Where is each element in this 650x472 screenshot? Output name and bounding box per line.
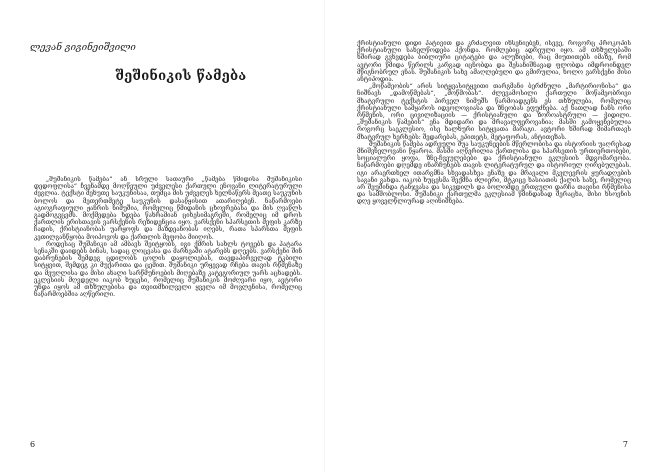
page-number-left: 6 xyxy=(30,440,36,449)
paragraph: ქრისტიანული დიდი პატივით და კრძალვით იხსენიებენ, ისევე, როგორც პროკოპის ქრისტიანული სახელწოდება ჰქონდა. რომლებიც ადრეული იყო. ამ თხზულებაში ხშირად გვხვდება ბიბლიური ციტატები და ალუზიები, რაც მიუთითებს იმაზე, რომ ავტორი წმიდა წერილს კარგად იცნობდა და შესანიშნავად ფლობდა იმდროინდელ მწიგნობრულ ენას. შუშანიკის სახე ამაღლებული და გმირულია, ხოლო ვარსქენი მისი ანტიპოდია. xyxy=(357,40,631,84)
paragraph: „შუშანიკის წამება“ ან სრული სათაური „წამება წმიდისა შუშანიკისი დედოფლისა“ ჩვენამდე მოღწეული უძველესი ქართული ენოვანი ლიტერატურული ძეგლია. ტექსტი მეხუთე საუკუნისაა, თუმცა მის უძველეს ხელნაწერს მეათე საუკუნის ბოლოს და მეთერთმეტე საუკუნის დასაწყისით ათარიღებენ. ნაწარმოები აგიოგრაფიული ჟანრის ნიმუშია, რომელიც წმიდანის ცხოვრებასა და მის ღვაწლს გადმოგვცემს. მოქმედება ხდება წახრამიან ციხესიმაგრეში, რომელიც იმ დროს ქართლის ერისთავის ვარსქენის რეზიდენცია იყო. ვარსქენი სპარსეთის მეფის კარზე ჩადის, ქრისტიანობას უარყოფს და მაზდეანობას იღებს, რათა სპარსთა მეფის კეთილგანწყობა მოიპოვოს და ქართლის მეფობა მიიღოს. xyxy=(34,176,302,241)
chapter-title: შეშინიკის წამება xyxy=(115,69,247,84)
paragraph: „მოწამეობის“ არის სიტყვასიტყვითი თარგმანი ბერძნული „მარტირიონისა“ და ნიშნავს „დამოწმებას“, „მოწმობას“. ძლევამოსილი ქართული მოწამეობრივი მხატვრული ტექსტის პირველ ნიმუშს წარმოადგენს ეს თხზულება, რომელიც ქრისტიანული სამყაროს იდეოლოგიასა და ზნეობას ეფუძნება. აქ ნათლად ჩანს ორი რწმენის, ორი ცივილიზაციის — ქრისტიანული და ზოროასტრული — ჭიდილი. „შუშანიკის წამების“ ენა მდიდარი და მრავალფეროვანია; მასში გამოყენებულია როგორც საეკლესიო, ისე ხალხური სიტყვათა მარაგი. ავტორი ხშირად მიმართავს მხატვრულ ხერხებს: შედარებას, ეპითეტს, მეტაფორას, ანტითეზას. xyxy=(357,83,631,141)
paragraph: შუშანიკის წამება ადრეული შუა საუკუნეების მწერლობისა და ისტორიის უაღრესად მნიშვნელოვანი წყაროა. მასში აღწერილია ქართლისა და სპარსეთის ურთიერთობები, სოციალური ყოფა, ზნე-ჩვეულებები და ქრისტიანული ეკლესიის მდგომარეობა. ნაწარმოები დღემდე ინარჩუნებს თავის ლიტერატურულ და ისტორიულ ღირებულებას. იგი არაერთხელ ითარგმნა სხვადასხვა ენაზე და მრავალი მკვლევრის ყურადღების საგანი გახდა. იაკობ ხუცესმა შექმნა ძლიერი, მტკიცე ხასიათის ქალის სახე, რომელიც არ შეუშინდა ტანჯვასა და სიკვდილს და ბოლომდე ერთგული დარჩა თავისი რწმენისა და სამშობლოსი. შუშანიკი ქართულმა ეკლესიამ წმინდანად შერაცხა, მისი ხსოვნის დღე ყოველწლიურად აღინიშნება. xyxy=(357,140,631,206)
right-body-text xyxy=(357,40,631,420)
author-name: ლევან გიგინეიშვილი xyxy=(30,42,136,53)
right-page xyxy=(325,0,650,472)
page-number-right: 7 xyxy=(622,440,628,449)
paragraph: როდესაც შუშანიკი ამ ამბავს შეიტყობს, იგი ქმრის სახლს ტოვებს და პატარა სენაკში დაიდებს ბინას, სადაც ლოცვასა და მარხვაში ატარებს დღეებს. ვარსქენი შინ დაბრუნების შემდეგ ცდილობს ცოლის დაყოლიებას, თავდაპირველად ტკბილი სიტყვით, შემდეგ კი მუქარითა და ცემით. შუშანიკი ურყევად რჩება თავის რწმენაზე და მეუღლისა და მისი ახალი სარწმუნოების მიღებაზე კატეგორიულ უარს აცხადებს. ეკლესიის მღვდელი იაკობ ხუცესი, რომელიც შუშანიკის მოძღვარი იყო, ავტორი უნდა იყოს ამ თხზულებისა და თვითმხილველი ყველა იმ მოვლენისა, რომელიც ნაწარმოებშია აღწერილი. xyxy=(34,240,302,299)
left-body-text xyxy=(34,176,302,420)
